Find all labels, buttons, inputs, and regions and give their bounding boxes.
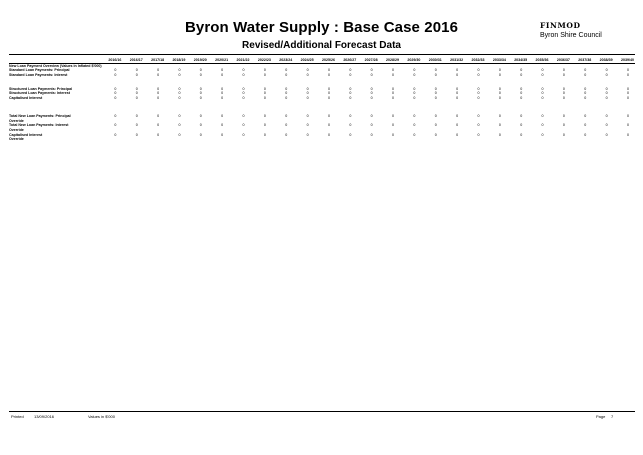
value-cell: 0 [520,132,523,137]
row-label: Capitalised Interest [9,95,43,100]
value-cell: 0 [135,123,138,128]
value-cell: 0 [456,72,459,77]
value-cell: 0 [456,132,459,137]
year-header: 2030/31 [421,58,442,63]
year-header: 2017/18 [144,58,165,63]
value-cell: 0 [562,68,565,73]
value-cell: 0 [498,68,501,73]
year-header: 2029/30 [400,58,421,63]
value-cell: 0 [562,123,565,128]
value-cell: 0 [263,123,266,128]
value-cell [550,137,571,142]
year-header: 2033/34 [485,58,506,63]
value-cell: 0 [370,95,373,100]
value-cell: 0 [114,132,117,137]
value-cell [101,137,122,142]
value-cell: 0 [370,114,373,119]
year-header: 2032/33 [464,58,485,63]
year-header: 2016/17 [122,58,143,63]
row-label: Override [9,127,24,132]
value-cell: 0 [242,114,245,119]
value-cell [272,137,293,142]
value-cell: 0 [370,68,373,73]
value-cell: 0 [562,91,565,96]
value-cell: 0 [242,72,245,77]
value-cell: 0 [306,72,309,77]
value-cell: 0 [178,68,181,73]
value-cell: 0 [135,132,138,137]
value-cell [357,137,378,142]
year-header: 2027/28 [357,58,378,63]
value-cell: 0 [498,95,501,100]
value-cell: 0 [605,114,608,119]
value-cell: 0 [413,86,416,91]
value-cell: 0 [178,123,181,128]
value-cell: 0 [349,72,352,77]
value-cell [400,137,421,142]
value-cell: 0 [221,114,224,119]
value-cell: 0 [413,91,416,96]
value-cell: 0 [242,123,245,128]
value-cell: 0 [242,95,245,100]
value-cell: 0 [306,123,309,128]
year-header: 2026/27 [336,58,357,63]
table-body [9,63,635,142]
value-cell [507,137,528,142]
value-cell [144,137,165,142]
value-cell: 0 [477,123,480,128]
printed-label: Printed [11,414,24,419]
value-cell: 0 [434,114,437,119]
value-cell: 0 [627,91,629,96]
value-cell: 0 [456,91,459,96]
year-header: 2021/22 [229,58,250,63]
value-cell: 0 [605,72,608,77]
value-cell: 0 [263,86,266,91]
value-cell: 0 [114,91,117,96]
value-cell: 0 [520,114,523,119]
value-cell: 0 [498,132,501,137]
values-note: Values in $'000 [88,414,115,419]
year-header: 2037/38 [571,58,592,63]
finmod-logo: FINMOD [540,21,581,30]
value-cell: 0 [562,132,565,137]
value-cell: 0 [562,86,565,91]
value-cell [208,137,229,142]
value-cell: 0 [178,72,181,77]
value-cell: 0 [562,95,565,100]
value-cell: 0 [498,72,501,77]
year-header: 2020/21 [208,58,229,63]
value-cell: 0 [520,68,523,73]
value-cell: 0 [263,72,266,77]
value-cell: 0 [498,91,501,96]
report-subtitle: Revised/Additional Forecast Data [242,40,401,51]
value-cell: 0 [434,132,437,137]
year-header: 2031/32 [443,58,464,63]
value-cell: 0 [413,68,416,73]
value-cell: 0 [306,91,309,96]
value-cell: 0 [178,114,181,119]
value-cell: 0 [434,72,437,77]
value-cell: 0 [263,114,266,119]
value-cell: 0 [541,114,544,119]
value-cell: 0 [242,132,245,137]
year-header: 2025/26 [315,58,336,63]
value-cell: 0 [349,132,352,137]
value-cell: 0 [520,72,523,77]
value-cell: 0 [349,68,352,73]
value-cell: 0 [413,95,416,100]
value-cell: 0 [584,132,587,137]
value-cell: 0 [392,95,395,100]
value-cell: 0 [541,123,544,128]
value-cell: 0 [327,91,330,96]
value-cell: 0 [541,72,544,77]
value-cell: 0 [327,68,330,73]
year-header: 2028/29 [379,58,400,63]
value-cell: 0 [221,123,224,128]
value-cell: 0 [605,68,608,73]
value-cell: 0 [349,95,352,100]
value-cell [165,137,186,142]
value-cell: 0 [605,123,608,128]
value-cell: 0 [285,86,288,91]
header-rule [9,54,635,55]
value-cell: 0 [584,95,587,100]
value-cell: 0 [456,123,459,128]
value-cell [186,137,207,142]
value-cell: 0 [199,95,202,100]
year-header: 2022/23 [251,58,272,63]
page-label: Page [596,414,606,419]
value-cell: 0 [456,86,459,91]
value-cell: 0 [349,86,352,91]
value-cell: 0 [541,86,544,91]
value-cell: 0 [370,86,373,91]
row-label: Standard Loan Payments: Principal [9,68,70,73]
value-cell [229,137,250,142]
value-cell: 0 [327,132,330,137]
value-cell [592,137,613,142]
value-cell: 0 [199,86,202,91]
value-cell: 0 [477,132,480,137]
value-cell: 0 [541,91,544,96]
value-cell: 0 [477,95,480,100]
value-cell: 0 [349,91,352,96]
value-cell: 0 [498,86,501,91]
value-cell: 0 [263,132,266,137]
value-cell: 0 [456,68,459,73]
value-cell: 0 [178,91,181,96]
value-cell: 0 [392,91,395,96]
value-cell: 0 [456,95,459,100]
value-cell: 0 [199,68,202,73]
value-cell: 0 [434,95,437,100]
value-cell: 0 [221,72,224,77]
year-header: 2019/20 [186,58,207,63]
value-cell: 0 [605,132,608,137]
year-header: 2035/36 [528,58,549,63]
value-cell: 0 [541,95,544,100]
value-cell: 0 [562,72,565,77]
value-cell: 0 [541,68,544,73]
value-cell: 0 [477,68,480,73]
value-cell: 0 [157,123,160,128]
value-cell [336,137,357,142]
value-cell [421,137,442,142]
value-cell: 0 [605,91,608,96]
value-cell: 0 [306,95,309,100]
row-label: Override [9,118,24,123]
printed-date: 13/09/2016 [34,414,55,419]
value-cell: 0 [562,114,565,119]
value-cell: 0 [135,114,138,119]
value-cell: 0 [157,86,160,91]
row-label: Capitalised Interest [9,132,43,137]
value-cell: 0 [627,86,629,91]
value-cell: 0 [627,95,629,100]
value-cell [614,137,635,142]
value-cell: 0 [327,95,330,100]
value-cell: 0 [584,72,587,77]
value-cell: 0 [157,68,160,73]
value-cell: 0 [434,86,437,91]
value-cell: 0 [263,68,266,73]
value-cell: 0 [242,68,245,73]
value-cell: 0 [627,123,629,128]
value-cell: 0 [178,132,181,137]
report-title: Byron Water Supply : Base Case 2016 [184,19,459,36]
value-cell: 0 [477,72,480,77]
value-cell: 0 [285,132,288,137]
value-cell: 0 [434,91,437,96]
table-row [9,137,635,142]
value-cell: 0 [327,114,330,119]
value-cell: 0 [199,72,202,77]
value-cell: 0 [392,123,395,128]
value-cell: 0 [178,86,181,91]
year-header: 2038/39 [592,58,613,63]
value-cell: 0 [221,68,224,73]
year-header: 2034/35 [507,58,528,63]
year-header: 2018/19 [165,58,186,63]
value-cell: 0 [477,86,480,91]
value-cell: 0 [306,114,309,119]
value-cell: 0 [285,123,288,128]
value-cell: 0 [520,95,523,100]
value-cell [485,137,506,142]
value-cell [464,137,485,142]
value-cell: 0 [627,72,629,77]
value-cell: 0 [434,123,437,128]
value-cell: 0 [199,132,202,137]
value-cell: 0 [520,86,523,91]
value-cell: 0 [285,114,288,119]
year-header: 2024/25 [293,58,314,63]
value-cell: 0 [370,123,373,128]
value-cell: 0 [370,91,373,96]
value-cell: 0 [520,123,523,128]
value-cell: 0 [627,132,629,137]
value-cell [379,137,400,142]
section-title: New Loan Payment Overview (Values in Inflated $'000) [9,63,102,68]
value-cell: 0 [135,72,138,77]
value-cell: 0 [477,114,480,119]
value-cell: 0 [498,123,501,128]
value-cell: 0 [392,114,395,119]
value-cell: 0 [584,86,587,91]
value-cell: 0 [349,123,352,128]
value-cell: 0 [327,86,330,91]
value-cell: 0 [178,95,181,100]
value-cell [293,137,314,142]
value-cell: 0 [285,91,288,96]
value-cell: 0 [135,95,138,100]
value-cell: 0 [413,132,416,137]
value-cell: 0 [413,72,416,77]
value-cell [443,137,464,142]
value-cell: 0 [306,86,309,91]
row-label: Structured Loan Payments: Interest [9,91,70,96]
value-cell: 0 [221,91,224,96]
value-cell: 0 [263,95,266,100]
value-cell: 0 [605,95,608,100]
value-cell: 0 [477,91,480,96]
page-number: 7 [611,414,614,419]
value-cell: 0 [327,123,330,128]
value-cell: 0 [221,95,224,100]
value-cell: 0 [242,86,245,91]
value-cell: 0 [370,132,373,137]
value-cell: 0 [413,114,416,119]
value-cell: 0 [392,68,395,73]
row-label: Structured Loan Payments: Principal [9,86,73,91]
value-cell: 0 [221,86,224,91]
footer-rule [9,411,635,412]
year-header: 2023/24 [272,58,293,63]
value-cell [251,137,272,142]
value-cell: 0 [349,114,352,119]
value-cell: 0 [199,123,202,128]
value-cell: 0 [242,91,245,96]
value-cell: 0 [627,114,629,119]
value-cell: 0 [157,95,160,100]
value-cell: 0 [285,68,288,73]
value-cell: 0 [199,91,202,96]
value-cell: 0 [157,72,160,77]
value-cell: 0 [114,72,117,77]
council-name: Byron Shire Council [540,32,602,39]
row-label: Total New Loan Payments: Interest [9,123,69,128]
value-cell: 0 [114,123,117,128]
value-cell: 0 [434,68,437,73]
value-cell: 0 [157,132,160,137]
value-cell: 0 [285,72,288,77]
value-cell: 0 [263,91,266,96]
value-cell: 0 [370,72,373,77]
value-cell: 0 [392,72,395,77]
value-cell: 0 [135,86,138,91]
value-cell: 0 [456,114,459,119]
value-cell: 0 [584,123,587,128]
row-label: Override [9,137,24,142]
value-cell: 0 [114,86,117,91]
value-cell: 0 [221,132,224,137]
value-cell: 0 [199,114,202,119]
value-cell: 0 [413,123,416,128]
value-cell: 0 [392,132,395,137]
value-cell: 0 [584,68,587,73]
value-cell: 0 [157,91,160,96]
value-cell [315,137,336,142]
value-cell: 0 [306,68,309,73]
value-cell: 0 [135,68,138,73]
value-cell: 0 [114,114,117,119]
value-cell: 0 [285,95,288,100]
value-cell: 0 [520,91,523,96]
year-header: 2016/16 [101,58,122,63]
value-cell: 0 [306,132,309,137]
value-cell: 0 [498,114,501,119]
value-cell: 0 [114,68,117,73]
value-cell: 0 [114,95,117,100]
value-cell [122,137,143,142]
value-cell: 0 [541,132,544,137]
value-cell: 0 [584,114,587,119]
value-cell: 0 [135,91,138,96]
value-cell: 0 [327,72,330,77]
value-cell [528,137,549,142]
value-cell: 0 [605,86,608,91]
year-header: 2036/37 [550,58,571,63]
year-header: 2039/40 [614,58,635,63]
value-cell: 0 [157,114,160,119]
row-label: Standard Loan Payments: Interest [9,72,68,77]
value-cell: 0 [392,86,395,91]
forecast-table [9,58,635,142]
value-cell [571,137,592,142]
value-cell: 0 [584,91,587,96]
value-cell: 0 [627,68,629,73]
row-label: Total New Loan Payments: Principal [9,114,71,119]
